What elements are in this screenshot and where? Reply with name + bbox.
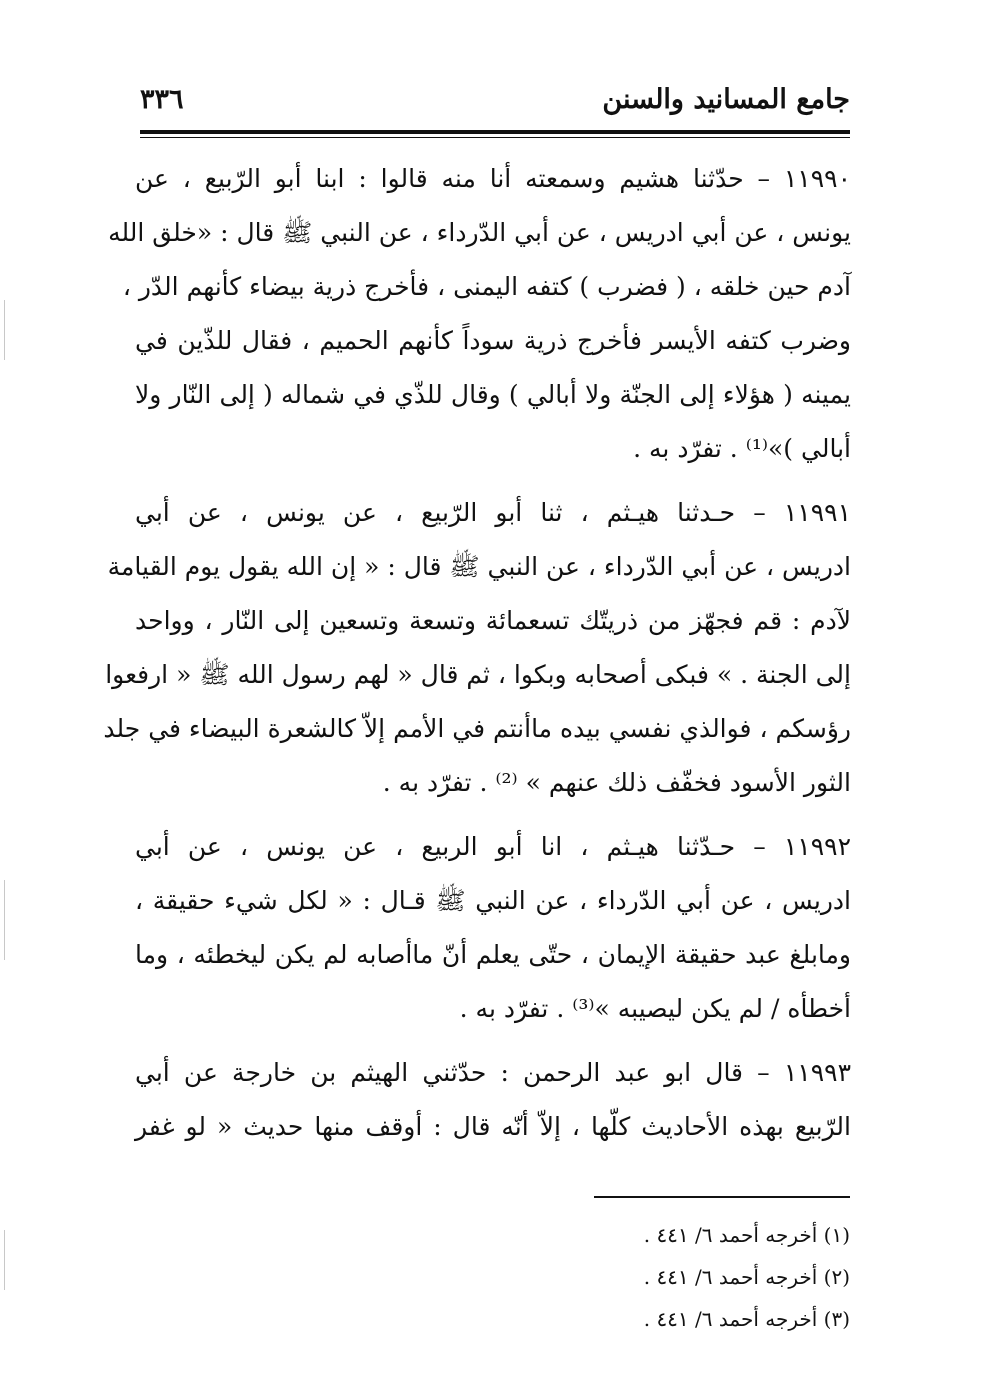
scan-edge-mark bbox=[4, 1230, 5, 1290]
header-rule-thin bbox=[140, 137, 850, 138]
page-header bbox=[140, 78, 850, 128]
hadith-11992 bbox=[135, 820, 851, 1036]
page-number: ٣٣٦ bbox=[140, 84, 184, 115]
scan-edge-mark bbox=[4, 880, 5, 960]
footnote-separator bbox=[594, 1196, 850, 1198]
hadith-11993 bbox=[135, 1046, 851, 1154]
text-line: ادريس ، عن أبي الدّرداء ، عن النبي ﷺ قـال : « لكل شيء حقيقة ، bbox=[135, 886, 851, 915]
main-text bbox=[103, 152, 851, 1164]
text-line: ادريس ، عن أبي الدّرداء ، عن النبي ﷺ قال : « إن الله يقول يوم القيامة bbox=[107, 552, 851, 581]
text-line: يونس ، عن أبي ادريس ، عن أبي الدّرداء ، عن النبي ﷺ قال : «خلق الله bbox=[108, 218, 851, 247]
text-line: الرّبيع بهذه الأحاديث كلّها ، إلاّ أنّه قال : أوقف منها حديث « لو غفر bbox=[135, 1112, 851, 1141]
text-line: ومابلغ عبد حقيقة الإيمان ، حتّى يعلم أنّ ماأصابه لم يكن ليخطئه ، وما bbox=[135, 940, 851, 969]
hadith-11991 bbox=[103, 486, 851, 810]
scan-edge-mark bbox=[4, 300, 5, 360]
text-line: إلى الجنة . » فبكى أصحابه وبكوا ، ثم قال « لهم رسول الله ﷺ « ارفعوا bbox=[105, 660, 851, 689]
text-line: رؤسكم ، فوالذي نفسي بيده ماأنتم في الأمم إلاّ كالشعرة البيضاء في جلد bbox=[103, 714, 851, 743]
text-line: ١١٩٩٣ – قال ابو عبد الرحمن : حدّثني الهيثم بن خارجة عن أبي bbox=[135, 1058, 851, 1087]
hadith-11990 bbox=[108, 152, 851, 476]
footnotes bbox=[400, 1214, 850, 1340]
footnote-3: (٣) أخرجه أحمد ٦/ ٤٤١ . bbox=[643, 1307, 850, 1331]
text-line: يمينه ( هؤلاء إلى الجنّة ولا أبالي ) وقال للذّي في شماله ( إلى النّار ولا bbox=[135, 380, 851, 409]
text-line: الثور الأسود فخفّف ذلك عنهم » ⁽²⁾ . تفرّد به . bbox=[382, 768, 851, 797]
text-line: آدم حين خلقه ، ( فضرب ) كتفه اليمنى ، فأخرج ذرية بيضاء كأنهم الدّر ، bbox=[122, 272, 851, 301]
text-line: أبالي )»⁽¹⁾ . تفرّد به . bbox=[633, 434, 851, 463]
text-line: لآدم : قم فجهّز من ذريتّك تسعمائة وتسعة وتسعين إلى النّار ، وواحد bbox=[135, 606, 851, 635]
text-line: وضرب كتفه الأيسر فأخرج ذرية سوداً كأنهم الحميم ، فقال للذّين في bbox=[135, 326, 851, 355]
footnote-2: (٢) أخرجه أحمد ٦/ ٤٤١ . bbox=[643, 1265, 850, 1289]
text-line: أخطأه / لم يكن ليصيبه »⁽³⁾ . تفرّد به . bbox=[459, 994, 851, 1023]
header-rule bbox=[140, 130, 850, 134]
text-line: ١١٩٩٢ – حـدّثنا هيـثم ، انا أبو الربيع ، عن يونس ، عن أبي bbox=[135, 832, 851, 861]
text-line: ١١٩٩٠ – حدّثنا هشيم وسمعته أنا منه قالوا : ابنا أبو الرّبيع ، عن bbox=[135, 164, 851, 193]
text-line: ١١٩٩١ – حـدثنا هيـثم ، ثنا أبو الرّبيع ، عن يونس ، عن أبي bbox=[135, 498, 851, 527]
running-title: جامع المسانيد والسنن bbox=[602, 84, 850, 115]
footnote-1: (١) أخرجه أحمد ٦/ ٤٤١ . bbox=[643, 1223, 850, 1247]
